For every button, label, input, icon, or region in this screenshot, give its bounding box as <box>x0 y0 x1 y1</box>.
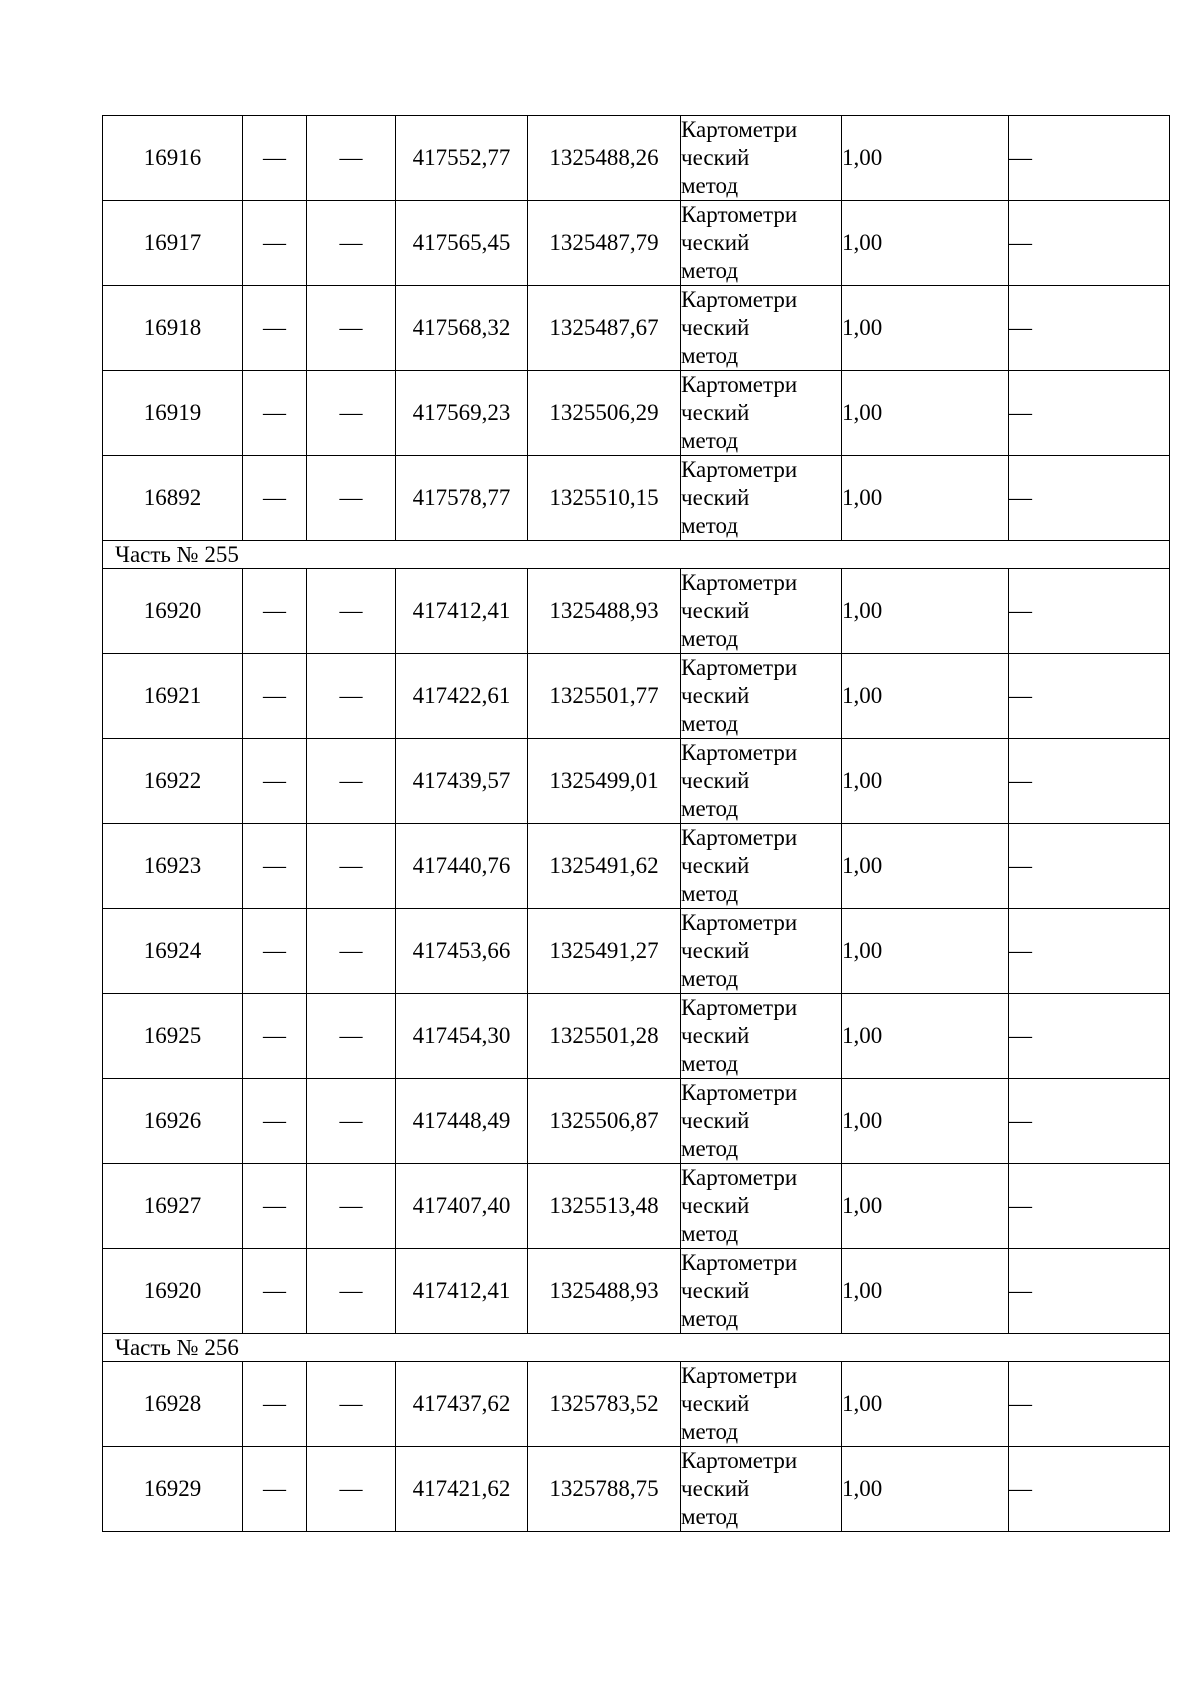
table-row <box>103 1079 1170 1164</box>
table-row <box>103 1362 1170 1447</box>
empty-dash-cell: — <box>243 1164 307 1249</box>
method-cell: Картометри ческий метод <box>681 1079 842 1164</box>
empty-dash-cell: — <box>307 1362 396 1447</box>
empty-dash-cell: — <box>307 371 396 456</box>
method-cell: Картометри ческий метод <box>681 994 842 1079</box>
description-dash-cell: — <box>1009 654 1170 739</box>
description-dash-cell: — <box>1009 994 1170 1079</box>
empty-dash-cell: — <box>307 201 396 286</box>
empty-dash-cell: — <box>307 994 396 1079</box>
x-coordinate-cell: 417440,76 <box>396 824 528 909</box>
point-number-cell: 16917 <box>103 201 243 286</box>
table-row <box>103 994 1170 1079</box>
table-row <box>103 654 1170 739</box>
y-coordinate-cell: 1325491,27 <box>528 909 681 994</box>
method-cell: Картометри ческий метод <box>681 286 842 371</box>
accuracy-cell: 1,00 <box>842 371 1009 456</box>
x-coordinate-cell: 417453,66 <box>396 909 528 994</box>
accuracy-cell: 1,00 <box>842 994 1009 1079</box>
method-cell: Картометри ческий метод <box>681 569 842 654</box>
y-coordinate-cell: 1325488,26 <box>528 116 681 201</box>
point-number-cell: 16929 <box>103 1447 243 1532</box>
description-dash-cell: — <box>1009 286 1170 371</box>
accuracy-cell: 1,00 <box>842 739 1009 824</box>
empty-dash-cell: — <box>243 201 307 286</box>
method-cell: Картометри ческий метод <box>681 824 842 909</box>
y-coordinate-cell: 1325783,52 <box>528 1362 681 1447</box>
y-coordinate-cell: 1325488,93 <box>528 569 681 654</box>
x-coordinate-cell: 417422,61 <box>396 654 528 739</box>
section-header-row <box>103 541 1170 569</box>
table-row <box>103 201 1170 286</box>
method-cell: Картометри ческий метод <box>681 909 842 994</box>
empty-dash-cell: — <box>307 116 396 201</box>
accuracy-cell: 1,00 <box>842 456 1009 541</box>
method-cell: Картометри ческий метод <box>681 1249 842 1334</box>
x-coordinate-cell: 417412,41 <box>396 569 528 654</box>
table-row <box>103 371 1170 456</box>
point-number-cell: 16918 <box>103 286 243 371</box>
section-label: Часть № 255 <box>103 541 1170 569</box>
x-coordinate-cell: 417568,32 <box>396 286 528 371</box>
description-dash-cell: — <box>1009 739 1170 824</box>
empty-dash-cell: — <box>307 286 396 371</box>
table-row <box>103 456 1170 541</box>
method-cell: Картометри ческий метод <box>681 654 842 739</box>
method-cell: Картометри ческий метод <box>681 201 842 286</box>
description-dash-cell: — <box>1009 1164 1170 1249</box>
y-coordinate-cell: 1325487,67 <box>528 286 681 371</box>
point-number-cell: 16927 <box>103 1164 243 1249</box>
point-number-cell: 16920 <box>103 569 243 654</box>
table-body <box>103 116 1170 1532</box>
empty-dash-cell: — <box>243 116 307 201</box>
point-number-cell: 16921 <box>103 654 243 739</box>
empty-dash-cell: — <box>243 1362 307 1447</box>
point-number-cell: 16923 <box>103 824 243 909</box>
x-coordinate-cell: 417412,41 <box>396 1249 528 1334</box>
x-coordinate-cell: 417421,62 <box>396 1447 528 1532</box>
accuracy-cell: 1,00 <box>842 1249 1009 1334</box>
y-coordinate-cell: 1325513,48 <box>528 1164 681 1249</box>
y-coordinate-cell: 1325506,29 <box>528 371 681 456</box>
y-coordinate-cell: 1325788,75 <box>528 1447 681 1532</box>
point-number-cell: 16916 <box>103 116 243 201</box>
description-dash-cell: — <box>1009 824 1170 909</box>
description-dash-cell: — <box>1009 456 1170 541</box>
x-coordinate-cell: 417439,57 <box>396 739 528 824</box>
empty-dash-cell: — <box>243 994 307 1079</box>
method-cell: Картометри ческий метод <box>681 1164 842 1249</box>
x-coordinate-cell: 417437,62 <box>396 1362 528 1447</box>
point-number-cell: 16892 <box>103 456 243 541</box>
table-row <box>103 1447 1170 1532</box>
empty-dash-cell: — <box>243 1079 307 1164</box>
empty-dash-cell: — <box>307 456 396 541</box>
description-dash-cell: — <box>1009 1249 1170 1334</box>
y-coordinate-cell: 1325501,28 <box>528 994 681 1079</box>
point-number-cell: 16925 <box>103 994 243 1079</box>
empty-dash-cell: — <box>243 569 307 654</box>
table-row <box>103 1249 1170 1334</box>
accuracy-cell: 1,00 <box>842 824 1009 909</box>
empty-dash-cell: — <box>243 739 307 824</box>
empty-dash-cell: — <box>307 824 396 909</box>
accuracy-cell: 1,00 <box>842 909 1009 994</box>
x-coordinate-cell: 417552,77 <box>396 116 528 201</box>
empty-dash-cell: — <box>243 824 307 909</box>
empty-dash-cell: — <box>307 654 396 739</box>
coordinates-table <box>102 115 1170 1532</box>
table-row <box>103 824 1170 909</box>
y-coordinate-cell: 1325499,01 <box>528 739 681 824</box>
method-cell: Картометри ческий метод <box>681 456 842 541</box>
x-coordinate-cell: 417454,30 <box>396 994 528 1079</box>
empty-dash-cell: — <box>307 739 396 824</box>
accuracy-cell: 1,00 <box>842 1362 1009 1447</box>
description-dash-cell: — <box>1009 569 1170 654</box>
table-row <box>103 739 1170 824</box>
y-coordinate-cell: 1325506,87 <box>528 1079 681 1164</box>
accuracy-cell: 1,00 <box>842 1079 1009 1164</box>
method-cell: Картометри ческий метод <box>681 1447 842 1532</box>
accuracy-cell: 1,00 <box>842 201 1009 286</box>
empty-dash-cell: — <box>307 1164 396 1249</box>
table-row <box>103 116 1170 201</box>
method-cell: Картометри ческий метод <box>681 1362 842 1447</box>
empty-dash-cell: — <box>243 1447 307 1532</box>
empty-dash-cell: — <box>243 371 307 456</box>
empty-dash-cell: — <box>307 569 396 654</box>
x-coordinate-cell: 417448,49 <box>396 1079 528 1164</box>
y-coordinate-cell: 1325488,93 <box>528 1249 681 1334</box>
accuracy-cell: 1,00 <box>842 286 1009 371</box>
table-row <box>103 1164 1170 1249</box>
method-cell: Картометри ческий метод <box>681 116 842 201</box>
empty-dash-cell: — <box>243 654 307 739</box>
y-coordinate-cell: 1325501,77 <box>528 654 681 739</box>
description-dash-cell: — <box>1009 201 1170 286</box>
accuracy-cell: 1,00 <box>842 569 1009 654</box>
empty-dash-cell: — <box>307 1079 396 1164</box>
point-number-cell: 16922 <box>103 739 243 824</box>
description-dash-cell: — <box>1009 371 1170 456</box>
empty-dash-cell: — <box>243 1249 307 1334</box>
point-number-cell: 16919 <box>103 371 243 456</box>
method-cell: Картометри ческий метод <box>681 739 842 824</box>
accuracy-cell: 1,00 <box>842 116 1009 201</box>
accuracy-cell: 1,00 <box>842 1447 1009 1532</box>
empty-dash-cell: — <box>307 1249 396 1334</box>
empty-dash-cell: — <box>307 909 396 994</box>
x-coordinate-cell: 417565,45 <box>396 201 528 286</box>
table-row <box>103 286 1170 371</box>
point-number-cell: 16920 <box>103 1249 243 1334</box>
x-coordinate-cell: 417569,23 <box>396 371 528 456</box>
table-row <box>103 909 1170 994</box>
accuracy-cell: 1,00 <box>842 1164 1009 1249</box>
point-number-cell: 16926 <box>103 1079 243 1164</box>
description-dash-cell: — <box>1009 1447 1170 1532</box>
description-dash-cell: — <box>1009 1362 1170 1447</box>
x-coordinate-cell: 417407,40 <box>396 1164 528 1249</box>
empty-dash-cell: — <box>243 909 307 994</box>
description-dash-cell: — <box>1009 116 1170 201</box>
section-header-row <box>103 1334 1170 1362</box>
empty-dash-cell: — <box>307 1447 396 1532</box>
empty-dash-cell: — <box>243 456 307 541</box>
section-label: Часть № 256 <box>103 1334 1170 1362</box>
description-dash-cell: — <box>1009 1079 1170 1164</box>
y-coordinate-cell: 1325510,15 <box>528 456 681 541</box>
point-number-cell: 16924 <box>103 909 243 994</box>
description-dash-cell: — <box>1009 909 1170 994</box>
table-row <box>103 569 1170 654</box>
x-coordinate-cell: 417578,77 <box>396 456 528 541</box>
point-number-cell: 16928 <box>103 1362 243 1447</box>
empty-dash-cell: — <box>243 286 307 371</box>
y-coordinate-cell: 1325487,79 <box>528 201 681 286</box>
method-cell: Картометри ческий метод <box>681 371 842 456</box>
y-coordinate-cell: 1325491,62 <box>528 824 681 909</box>
accuracy-cell: 1,00 <box>842 654 1009 739</box>
